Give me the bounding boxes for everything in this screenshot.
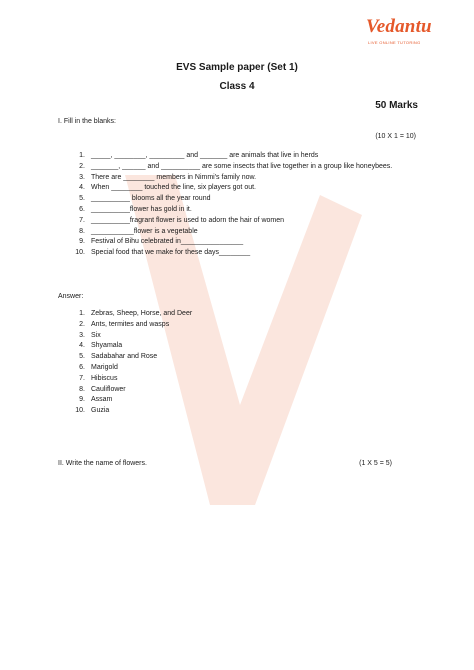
section1-marks: (10 X 1 = 10) [375,133,416,140]
answer-item: 1. Zebras, Sheep, Horse, and Deer [79,310,193,317]
logo-wordmark: Vedantu [366,16,432,37]
paper-title: EVS Sample paper (Set 1) [176,62,298,73]
question-item: 10. Special food that we make for these days________ [75,249,251,257]
question-item: 8. ___________flower is a vegetable [79,227,198,235]
answer-list [72,309,412,417]
answer-item: 3. Six [79,331,101,339]
answer-item: 8. Cauliflower [79,385,126,393]
section2-heading: II. Write the name of flowers. [58,460,147,467]
logo-tagline: LIVE ONLINE TUTORING [368,40,421,45]
question-item: 2. _______, ______ and __________ are some insects that live together in a group like honeybees. [79,162,393,170]
class-label: Class 4 [219,81,255,92]
fill-blanks-list [72,151,412,259]
answer-item: 7. Hibiscus [79,374,118,382]
answer-item: 5. Sadabahar and Rose [79,353,158,361]
question-item: 6. __________flower has gold in it. [79,205,192,213]
answer-item: 4. Shyamala [79,342,123,350]
vedantu-logo [362,13,432,49]
answer-item: 9. Assam [79,396,113,404]
section2-marks: (1 X 5 = 5) [359,460,392,467]
answer-item: 10. Guzia [75,407,110,415]
total-marks: 50 Marks [375,100,418,111]
question-item: 3. There are ________ members in Nimmi's family now. [79,173,257,181]
answer-item: 2. Ants, termites and wasps [79,320,170,328]
question-item: 4. When ________ touched the line, six players got out. [79,184,256,192]
section1-heading: I. Fill in the blanks: [58,118,116,125]
question-item: 5. __________ blooms all the year round [79,195,211,203]
answer-heading: Answer: [58,293,84,300]
question-item: 9. Festival of Bihu celebrated in________________ [79,238,244,246]
question-item: 7. __________fragrant flower is used to adorn the hair of women [79,216,285,224]
answer-item: 6. Marigold [79,363,118,371]
question-item: 1. _____, ________, _________ and _______ are animals that live in herds [79,152,319,159]
